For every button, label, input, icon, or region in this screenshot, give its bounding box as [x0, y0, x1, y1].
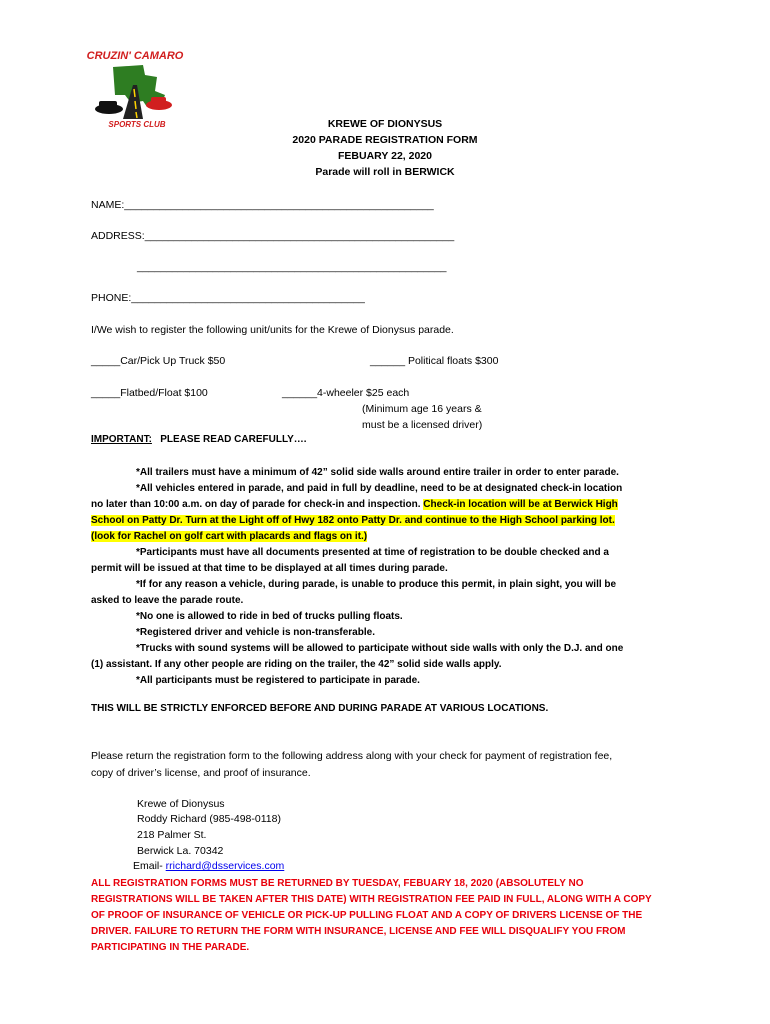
rule-permit-1: *If for any reason a vehicle, during parade, is unable to produce this permit, in plain sight, you will be — [136, 579, 617, 590]
register-statement: I/We wish to register the following unit/units for the Krewe of Dionysus parade. — [91, 324, 454, 336]
important-heading — [91, 434, 307, 445]
rule-side-walls: *All trailers must have a minimum of 42” solid side walls around entire trailer in order to enter parade. — [136, 467, 619, 478]
email-link[interactable]: rrichard@dsservices.com — [165, 860, 285, 872]
enforcement-notice: THIS WILL BE STRICTLY ENFORCED BEFORE AND DURING PARADE AT VARIOUS LOCATIONS. — [91, 703, 549, 714]
rule-check-in-2: no later than 10:00 a.m. on day of parade for check-in and inspection. Check-in location will be at Berwick High — [91, 499, 618, 510]
svg-text:CRUZIN' CAMARO: CRUZIN' CAMARO — [86, 50, 184, 62]
address-org: Krewe of Dionysus — [137, 798, 225, 810]
rule-permit-2: asked to leave the parade route. — [91, 595, 244, 606]
address-field[interactable] — [91, 230, 454, 242]
address-contact: Roddy Richard (985-498-0118) — [137, 813, 281, 825]
header-date: FEBUARY 22, 2020 — [338, 150, 432, 162]
wheeler-note-age: (Minimum age 16 years & — [362, 403, 482, 415]
address-label: ADDRESS: — [91, 230, 145, 242]
header-location: Parade will roll in BERWICK — [315, 166, 455, 178]
rule-non-transferable: *Registered driver and vehicle is non-transferable. — [136, 627, 375, 638]
rule-check-in-4: (look for Rachel on golf cart with placards and flags on it.) — [91, 531, 368, 542]
important-text: PLEASE READ CAREFULLY…. — [160, 434, 307, 445]
name-label: NAME: — [91, 199, 125, 211]
phone-label: PHONE: — [91, 292, 132, 304]
svg-text:SPORTS CLUB: SPORTS CLUB — [108, 120, 166, 129]
form-header — [0, 116, 770, 180]
address-street: 218 Palmer St. — [137, 829, 207, 841]
option-car-truck[interactable]: _____Car/Pick Up Truck $50 — [91, 355, 226, 367]
rule-sound-systems-1: *Trucks with sound systems will be allowed to participate without side walls with only the D.J. and one — [136, 643, 624, 654]
address-email — [133, 860, 284, 872]
phone-field[interactable] — [91, 292, 365, 304]
return-instructions-2: copy of driver’s license, and proof of insurance. — [91, 767, 311, 779]
rule-documents-1: *Participants must have all documents presented at time of registration to be double checked and a — [136, 547, 609, 558]
name-field[interactable] — [91, 199, 434, 211]
address-blank-line2[interactable]: _____________________________________________________ — [137, 261, 447, 273]
option-flatbed-float[interactable]: _____Flatbed/Float $100 — [91, 387, 208, 399]
option-4-wheeler[interactable]: ______4-wheeler $25 each — [282, 387, 410, 399]
phone-blank[interactable]: ________________________________________ — [131, 292, 365, 304]
deadline-notice: ALL REGISTRATION FORMS MUST BE RETURNED BY TUESDAY, FEBUARY 18, 2020 (ABSOLUTELY NO REGISTRATIONS WILL BE TAKEN AFTER THIS DATE) WITH REGISTRATION FEE PAID IN FULL, ALONG WITH A COPY OF PROOF OF INSURANCE OF VEHICLE OR PICK-UP PULLING FLOAT AND A COPY OF DRIVERS LICENSE OF THE DRIVER. FAILURE TO RETURN THE FORM WITH INSURANCE, LICENSE AND FEE WILL DISQUALIFY YOU FROM PARTICIPATING IN THE PARADE. — [91, 878, 652, 953]
header-organization: KREWE OF DIONYSUS — [327, 118, 443, 130]
rule-check-in-3: School on Patty Dr. Turn at the Light off of Hwy 182 onto Patty Dr. and continue to the High School parking lot. — [91, 515, 615, 526]
wheeler-note-license: must be a licensed driver) — [362, 419, 483, 431]
address-blank[interactable]: _____________________________________________________ — [144, 230, 455, 242]
rule-registration: *All participants must be registered to participate in parade. — [136, 675, 420, 686]
option-political-float[interactable]: ______ Political floats $300 — [370, 355, 499, 367]
return-instructions-1: Please return the registration form to the following address along with your check for payment of registration fee, — [91, 750, 613, 762]
rule-documents-2: permit will be issued at that time to be displayed at all times during parade. — [91, 563, 448, 574]
rules-section — [91, 465, 681, 689]
important-label: IMPORTANT: — [91, 434, 152, 445]
header-form-title: 2020 PARADE REGISTRATION FORM — [292, 134, 478, 146]
name-blank[interactable]: _____________________________________________________ — [124, 199, 434, 211]
address-city: Berwick La. 70342 — [137, 845, 224, 857]
email-label: Email- — [133, 860, 166, 872]
rule-no-riding: *No one is allowed to ride in bed of trucks pulling floats. — [136, 611, 403, 622]
rule-check-in-1: *All vehicles entered in parade, and paid in full by deadline, need to be at designated check-in location — [136, 483, 623, 494]
check-in-location-highlight: Check-in location will be at Berwick High — [423, 499, 618, 510]
rule-sound-systems-2: (1) assistant. If any other people are riding on the trailer, the 42” solid side walls apply. — [91, 659, 502, 670]
